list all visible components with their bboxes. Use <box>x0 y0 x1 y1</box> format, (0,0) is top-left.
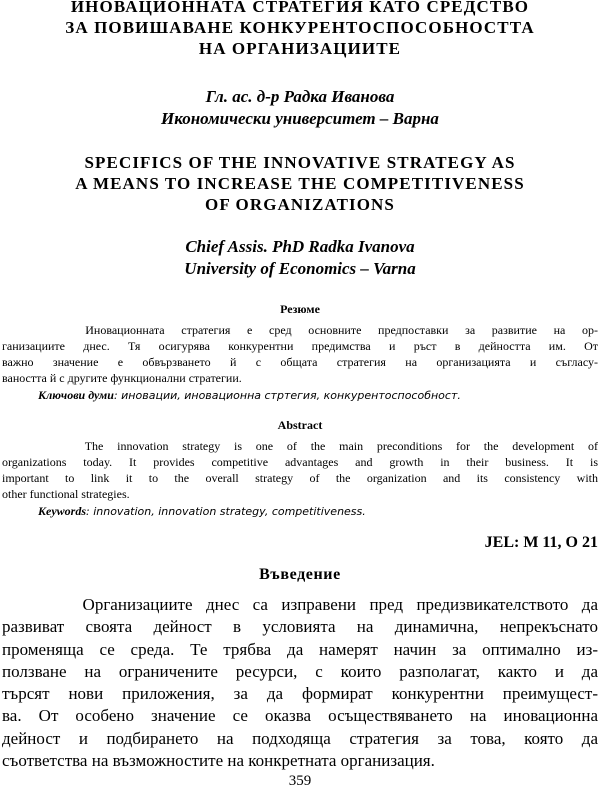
summary-line: ваността й с другите функционални стратегии. <box>2 371 242 385</box>
paper-title-bg <box>20 0 580 59</box>
page-number: 359 <box>288 773 312 789</box>
abstract-keywords <box>38 503 598 520</box>
title-bg-line: ЗА ПОВИШАВАНЕ КОНКУРЕНТОСПОСОБНОСТТА <box>65 18 535 37</box>
abstract-keywords-label: Keywords <box>38 504 86 518</box>
introduction-line: развиват своята дейност в условията на динамична, непрекъснато <box>2 617 598 637</box>
abstract-heading: Abstract <box>277 418 323 432</box>
summary-body <box>2 322 598 386</box>
summary-keywords <box>38 387 598 404</box>
abstract-keywords-text: : innovation, innovation strategy, competitiveness. <box>86 505 366 518</box>
summary-keywords-text: : иновации, иновационна стртегия, конкурентоспособност. <box>113 389 461 402</box>
introduction-line: ва. От особено значение се оказва осъществяването на иновационна <box>2 706 598 726</box>
summary-line: важно значение е обвързването й с общата стратегия на организацията и съгласу- <box>2 355 598 369</box>
introduction-line: ползване на ограничените ресурси, с които разполагат, както и да <box>2 661 598 681</box>
summary-keywords-label: Ключови думи <box>38 388 114 402</box>
summary-line: ганизациите днес. Тя осигурява конкурентни предимства и ръст в дейността им. От <box>2 339 598 353</box>
title-en-line: A MEANS TO INCREASE THE COMPETITIVENESS <box>75 174 525 193</box>
introduction-line: променяща се среда. Те трябва да намерят начин за оптимално из- <box>2 639 598 659</box>
author-affiliation-en: University of Economics – Varna <box>184 259 416 278</box>
abstract-line: other functional strategies. <box>2 487 130 501</box>
abstract-line: organizations today. It provides competitive advantages and growth in their business. It is <box>2 455 598 469</box>
summary-heading: Резюме <box>280 302 320 316</box>
introduction-line: търсят нови приложения, за да формират конкурентни преимущест- <box>2 684 598 704</box>
introduction-line: дейност и подбирането на подходяща стратегия за това, която да <box>2 728 598 748</box>
introduction-body <box>2 594 598 772</box>
title-en-line: OF ORGANIZATIONS <box>205 195 395 214</box>
abstract-line: important to link it to the overall strategy of the organization and its consistency with <box>2 471 598 485</box>
introduction-line: Организациите днес са изправени пред предизвикателството да <box>2 595 598 614</box>
title-en-line: SPECIFICS OF THE INNOVATIVE STRATEGY AS <box>84 153 516 172</box>
summary-line: Иновационната стратегия е сред основните предпоставки за развитие на ор- <box>2 323 598 337</box>
author-name-en: Chief Assis. PhD Radka Ivanova <box>185 237 415 256</box>
paper-title-en <box>20 152 580 215</box>
introduction-heading: Въведение <box>259 566 341 583</box>
title-bg-line: НА ОРГАНИЗАЦИИТЕ <box>198 39 402 58</box>
author-block-en <box>20 236 580 280</box>
jel-codes: JEL: M 11, O 21 <box>484 534 598 551</box>
author-block-bg <box>20 86 580 130</box>
author-name-bg: Гл. ас. д-р Радка Иванова <box>205 87 395 106</box>
title-bg-line: ИНОВАЦИОННАТА СТРАТЕГИЯ КАТО СРЕДСТВО <box>70 0 530 16</box>
author-affiliation-bg: Икономически университет – Варна <box>161 109 439 128</box>
introduction-line: съответства на възможностите на конкретната организация. <box>2 751 435 771</box>
abstract-line: The innovation strategy is one of the main preconditions for the development of <box>2 439 598 453</box>
abstract-body <box>2 438 598 502</box>
